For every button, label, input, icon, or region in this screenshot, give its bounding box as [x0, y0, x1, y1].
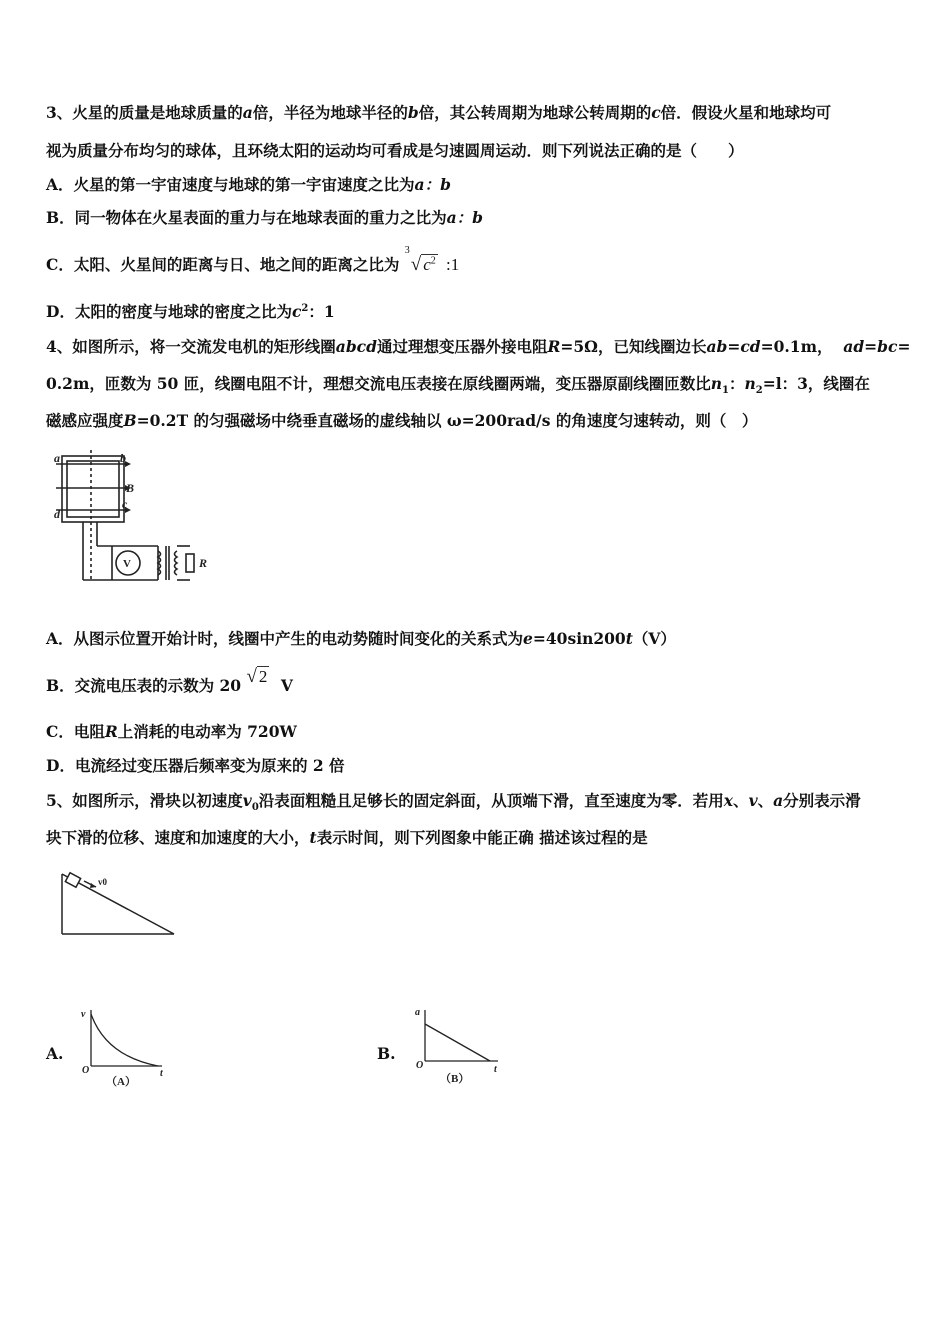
label-c: c: [122, 497, 128, 511]
q3-option-c: C．太阳、火星间的距离与日、地之间的距离之比为 3 √ $c^2$ :1: [46, 245, 460, 275]
label-field-b: B: [126, 481, 135, 495]
graph-a: [78, 1006, 173, 1091]
q5-stem-line-2: 块下滑的位移、速度和加速度的大小，t表示时间，则下列图象中能正确 描述该过程的是: [46, 828, 648, 847]
var-a: a: [242, 103, 253, 122]
sqrt-formula: √ 2: [246, 666, 268, 687]
coil-inner: [67, 461, 119, 517]
graph-a-curve: [91, 1014, 158, 1066]
coil-outer: [62, 456, 124, 522]
graph-a-origin: O: [82, 1065, 90, 1076]
q4-stem-line-1: 4、如图所示，将一交流发电机的矩形线圈abcd通过理想变压器外接电阻R=5Ω，已知线圈边长ab=cd=0.1m， ad=bc=: [46, 337, 911, 356]
cube-root-formula: 3 √ $c^2$ :1: [404, 245, 460, 275]
q5-option-a-label: A.: [46, 1044, 64, 1063]
q5-option-b-label: B.: [377, 1044, 396, 1063]
q3-option-d: D．太阳的密度与地球的密度之比为$c^2$：1: [46, 302, 335, 321]
graph-b-y-label: a: [415, 1007, 420, 1018]
q4-option-c: C．电阻R上消耗的电动率为 720W: [46, 722, 297, 741]
graph-a-y-label: v: [81, 1009, 86, 1020]
q4-stem-line-2: 0.2m，匝数为 50 匝，线圈电阻不计，理想交流电压表接在原线圈两端，变压器原副线圈匝数比$n_1$：$n_2=l$：3，线圈在: [46, 374, 870, 397]
graph-b-caption: （B）: [440, 1073, 470, 1085]
v0-label: v0: [98, 877, 107, 887]
label-b: b: [120, 451, 126, 465]
q3-stem-line-1: 3、火星的质量是地球质量的a倍，半径为地球半径的b倍，其公转周期为地球公转周期的c倍．假设火星和地球均可: [46, 103, 832, 122]
graph-b-x-label: t: [494, 1064, 497, 1075]
incline-figure: [58, 870, 180, 940]
q3-stem-line-2: 视为质量分布均匀的球体，且环绕太阳的运动均可看成是匀速圆周运动．则下列说法正确的是（ ）: [46, 141, 744, 160]
q3-option-b: B．同一物体在火星表面的重力与在地球表面的重力之比为a：b: [46, 208, 483, 227]
label-v: V: [123, 558, 131, 570]
q4-stem-line-3: 磁感应强度B=0.2T 的匀强磁场中绕垂直磁场的虚线轴以 ω=200rad/s 的角速度匀速转动，则（ ）: [46, 411, 758, 430]
q4-option-d: D．电流经过变压器后频率变为原来的 2 倍: [46, 756, 345, 775]
graph-a-caption: （A）: [106, 1076, 136, 1088]
resistor-r: [186, 554, 194, 572]
label-r: R: [199, 556, 208, 570]
label-a: a: [54, 451, 60, 465]
graph-b-line: [425, 1024, 490, 1061]
graph-b: [412, 1004, 507, 1089]
graph-b-origin: O: [416, 1060, 424, 1071]
var-c: c: [651, 103, 661, 122]
slider-block: [65, 873, 80, 887]
q4-option-a: A．从图示位置开始计时，线圈中产生的电动势随时间变化的关系式为e=40sin200t（V）: [46, 629, 676, 648]
q3-option-a: A．火星的第一宇宙速度与地球的第一宇宙速度之比为a：b: [46, 175, 451, 194]
label-d: d: [54, 507, 60, 521]
q4-option-b: B．交流电压表的示数为 20 √ 2 V: [46, 666, 293, 695]
var-b: b: [407, 103, 419, 122]
graph-a-x-label: t: [160, 1068, 163, 1079]
q5-stem-line-1: 5、如图所示，滑块以初速度$v_0$沿表面粗糙且足够长的固定斜面，从顶端下滑，直至速度为零．若用x、v、a分别表示滑: [46, 791, 861, 814]
generator-transformer-figure: [50, 448, 225, 588]
